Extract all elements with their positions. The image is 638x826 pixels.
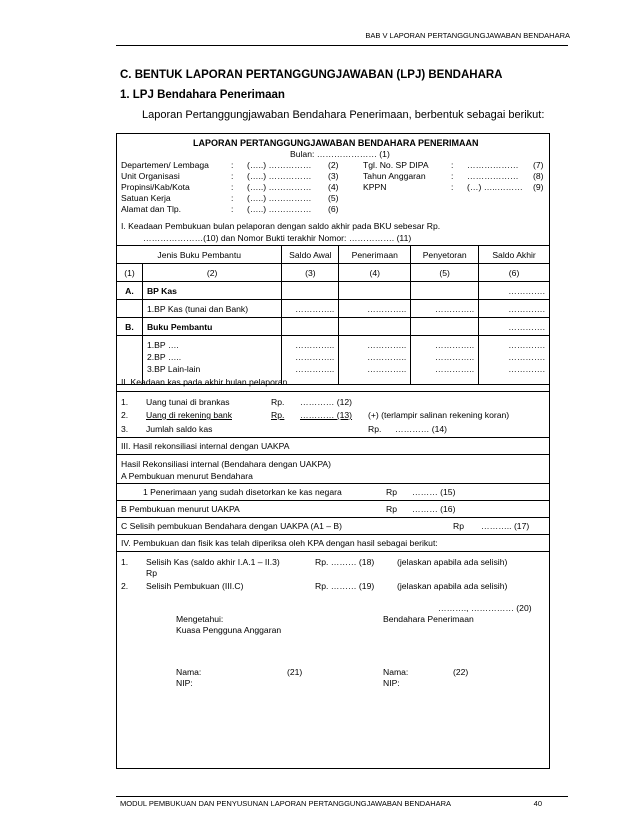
field-colon: : bbox=[451, 182, 454, 192]
field-colon: : bbox=[231, 182, 234, 192]
date-line[interactable]: ………., …………… (20) bbox=[438, 603, 532, 613]
row-label: BP Kas bbox=[142, 282, 281, 300]
diff-line-value[interactable]: Rp. ……… (18) bbox=[315, 557, 375, 567]
section-4-title: IV. Pembukuan dan fisik kas telah diperiksa oleh KPA dengan hasil sebagai berikut: bbox=[121, 538, 438, 548]
section-1-line-2: …………………(10) dan Nomor Bukti terakhir Nomor: ……………. (11) bbox=[143, 233, 412, 243]
row-value[interactable]: ………….. bbox=[295, 364, 335, 374]
field-value[interactable]: ……………… bbox=[467, 160, 519, 170]
field-value[interactable]: (…..) …………… bbox=[247, 204, 312, 214]
table-number-row bbox=[117, 264, 550, 282]
field-label: Unit Organisasi bbox=[121, 171, 180, 181]
field-value[interactable]: ……………… bbox=[467, 171, 519, 181]
row-value[interactable]: …………. bbox=[479, 318, 550, 336]
table-row bbox=[117, 300, 550, 318]
section-divider bbox=[116, 454, 550, 455]
row-value[interactable]: ………….. bbox=[339, 300, 411, 318]
col-number: (6) bbox=[479, 264, 550, 282]
row-value[interactable]: ………….. bbox=[295, 352, 335, 362]
diff-line-value[interactable]: Rp. ……… (19) bbox=[315, 581, 375, 591]
cash-line-num: 3. bbox=[121, 424, 129, 434]
row-code: A. bbox=[117, 282, 143, 300]
field-colon: : bbox=[451, 171, 454, 181]
field-value[interactable]: (…..) …………… bbox=[247, 193, 312, 203]
sign-left-role: Kuasa Pengguna Anggaran bbox=[176, 625, 282, 635]
section-2-title: II. Keadaan kas pada akhir bulan pelaporan bbox=[121, 377, 288, 387]
left-num: (21) bbox=[287, 667, 303, 677]
row-value[interactable]: …………. bbox=[508, 352, 545, 362]
cash-line-value[interactable]: ………… (12) bbox=[300, 397, 353, 407]
field-value[interactable]: (…..) …………… bbox=[247, 182, 312, 192]
field-value[interactable]: (…) …..……… bbox=[467, 182, 523, 192]
diff-line-label: Selisih Kas (saldo akhir I.A.1 – II.3) bbox=[146, 557, 280, 567]
field-label: Departemen/ Lembaga bbox=[121, 160, 209, 170]
section-divider bbox=[116, 517, 550, 518]
table-row bbox=[117, 318, 550, 336]
sign-right-role: Bendahara Penerimaan bbox=[383, 614, 474, 624]
col-number: (5) bbox=[411, 264, 479, 282]
row-label: 1.BP …. bbox=[146, 340, 179, 350]
row-value[interactable]: ………….. bbox=[434, 364, 475, 374]
cash-line-num: 1. bbox=[121, 397, 129, 407]
recon-b-value[interactable]: ……… (16) bbox=[412, 504, 456, 514]
section-1-line-1: I. Keadaan Pembukuan bulan pelaporan dengan saldo akhir pada BKU sebesar Rp. bbox=[121, 221, 441, 231]
col-header: Saldo Akhir bbox=[479, 246, 550, 264]
row-value[interactable]: ………….. bbox=[434, 352, 475, 362]
section-divider bbox=[116, 437, 550, 438]
recon-title: Hasil Rekonsiliasi internal (Bendahara dengan UAKPA) bbox=[121, 459, 332, 469]
row-value[interactable]: ………….. bbox=[295, 340, 335, 350]
row-value[interactable]: ………….. bbox=[434, 340, 475, 350]
col-number: (2) bbox=[142, 264, 281, 282]
field-label: Propinsi/Kab/Kota bbox=[121, 182, 190, 192]
diff-line-rp: Rp bbox=[146, 568, 157, 578]
row-value[interactable]: …………. bbox=[508, 340, 545, 350]
section-divider bbox=[116, 551, 550, 552]
intro-text: Laporan Pertanggungjawaban Bendahara Penerimaan, berbentuk sebagai berikut: bbox=[142, 109, 545, 121]
left-name-label: Nama: bbox=[176, 667, 202, 677]
row-value[interactable]: ………….. bbox=[367, 352, 407, 362]
field-num: (3) bbox=[328, 171, 339, 181]
recon-c: C Selisih pembukuan Bendahara dengan UAKPA (A1 – B) bbox=[121, 521, 343, 531]
diff-line-label: Selisih Pembukuan (III.C) bbox=[146, 581, 244, 591]
cash-line-rp: Rp. bbox=[368, 424, 382, 434]
row-value[interactable]: …………. bbox=[508, 364, 545, 374]
table-header-row bbox=[117, 246, 550, 264]
subsection-title: 1. LPJ Bendahara Penerimaan bbox=[120, 89, 285, 101]
field-colon: : bbox=[231, 160, 234, 170]
field-value[interactable]: (…..) …………… bbox=[247, 171, 312, 181]
form-month: Bulan: ………………… (1) bbox=[290, 149, 390, 159]
diff-line-note: (jelaskan apabila ada selisih) bbox=[397, 557, 508, 567]
field-value[interactable]: (…..) …………… bbox=[247, 160, 312, 170]
recon-b-rp: Rp bbox=[386, 504, 397, 514]
field-num: (9) bbox=[533, 182, 544, 192]
row-value[interactable]: ………….. bbox=[411, 300, 479, 318]
page-footer: MODUL PEMBUKUAN DAN PENYUSUNAN LAPORAN PERTANGGUNGJAWABAN BENDAHARA bbox=[120, 799, 452, 808]
field-label: KPPN bbox=[363, 182, 387, 192]
field-label: Satuan Kerja bbox=[121, 193, 171, 203]
field-label: Tgl. No. SP DIPA bbox=[363, 160, 429, 170]
row-value[interactable]: ………….. bbox=[282, 300, 339, 318]
field-num: (8) bbox=[533, 171, 544, 181]
left-nip-label: NIP: bbox=[176, 678, 193, 688]
right-num: (22) bbox=[453, 667, 469, 677]
row-value[interactable]: …………. bbox=[479, 300, 550, 318]
recon-c-rp: Rp bbox=[453, 521, 464, 531]
row-label: 1.BP Kas (tunai dan Bank) bbox=[142, 300, 281, 318]
col-number: (3) bbox=[282, 264, 339, 282]
row-label: 2.BP ….. bbox=[146, 352, 182, 362]
right-nip-label: NIP: bbox=[383, 678, 400, 688]
cash-line-value[interactable]: ………… (13) bbox=[300, 410, 353, 420]
diff-line-note: (jelaskan apabila ada selisih) bbox=[397, 581, 508, 591]
row-value[interactable]: …………. bbox=[479, 282, 550, 300]
field-colon: : bbox=[231, 171, 234, 181]
row-label: 3.BP Lain-lain bbox=[146, 364, 201, 374]
recon-a1-value[interactable]: ……… (15) bbox=[412, 487, 456, 497]
cash-line-label: Uang di rekening bank bbox=[146, 410, 232, 420]
right-name-label: Nama: bbox=[383, 667, 409, 677]
field-colon: : bbox=[231, 193, 234, 203]
field-label: Alamat dan Tlp. bbox=[121, 204, 182, 214]
field-num: (6) bbox=[328, 204, 339, 214]
field-num: (5) bbox=[328, 193, 339, 203]
recon-a1: 1 Penerimaan yang sudah disetorkan ke kas negara bbox=[143, 487, 342, 497]
col-header: Penerimaan bbox=[339, 246, 411, 264]
recon-a1-rp: Rp bbox=[386, 487, 397, 497]
cash-line-rp: Rp. bbox=[271, 397, 285, 407]
recon-c-value[interactable]: ……….. (17) bbox=[481, 521, 530, 531]
cash-line-label: Jumlah saldo kas bbox=[146, 424, 213, 434]
col-number: (4) bbox=[339, 264, 411, 282]
cash-line-label: Uang tunai di brankas bbox=[146, 397, 230, 407]
section-3-title: III. Hasil rekonsiliasi internal dengan UAKPA bbox=[121, 441, 290, 451]
col-header: Jenis Buku Pembantu bbox=[117, 246, 282, 264]
section-divider bbox=[116, 483, 550, 484]
field-num: (2) bbox=[328, 160, 339, 170]
diff-line-num: 2. bbox=[121, 581, 129, 591]
col-header: Saldo Awal bbox=[282, 246, 339, 264]
table-row bbox=[117, 282, 550, 300]
page-header: BAB V LAPORAN PERTANGGUNGJAWABAN BENDAHARA bbox=[365, 31, 570, 40]
header-rule bbox=[116, 45, 568, 46]
field-num: (7) bbox=[533, 160, 544, 170]
field-num: (4) bbox=[328, 182, 339, 192]
row-label: Buku Pembantu bbox=[142, 318, 281, 336]
cash-line-value[interactable]: ………… (14) bbox=[395, 424, 448, 434]
section-divider bbox=[116, 500, 550, 501]
recon-b: B Pembukuan menurut UAKPA bbox=[121, 504, 240, 514]
sign-left-label: Mengetahui: bbox=[176, 614, 224, 624]
cash-line-extra: (+) (terlampir salinan rekening koran) bbox=[368, 410, 510, 420]
field-label: Tahun Anggaran bbox=[363, 171, 426, 181]
cash-line-rp: Rp. bbox=[271, 410, 285, 420]
col-header: Penyetoran bbox=[411, 246, 479, 264]
section-title: C. BENTUK LAPORAN PERTANGGUNGJAWABAN (LPJ) BENDAHARA bbox=[120, 69, 503, 81]
field-colon: : bbox=[231, 204, 234, 214]
col-number: (1) bbox=[117, 264, 143, 282]
buku-pembantu-table bbox=[116, 245, 550, 385]
section-divider bbox=[116, 534, 550, 535]
field-colon: : bbox=[451, 160, 454, 170]
row-value[interactable]: ………….. bbox=[367, 364, 407, 374]
form-title: LAPORAN PERTANGGUNGJAWABAN BENDAHARA PENERIMAAN bbox=[193, 138, 479, 148]
recon-a: A Pembukuan menurut Bendahara bbox=[121, 471, 253, 481]
diff-line-num: 1. bbox=[121, 557, 129, 567]
section-divider bbox=[116, 391, 550, 392]
page-number: 40 bbox=[533, 799, 542, 808]
row-code: B. bbox=[117, 318, 143, 336]
footer-rule bbox=[116, 796, 568, 797]
row-value[interactable]: ………….. bbox=[367, 340, 407, 350]
cash-line-num: 2. bbox=[121, 410, 129, 420]
